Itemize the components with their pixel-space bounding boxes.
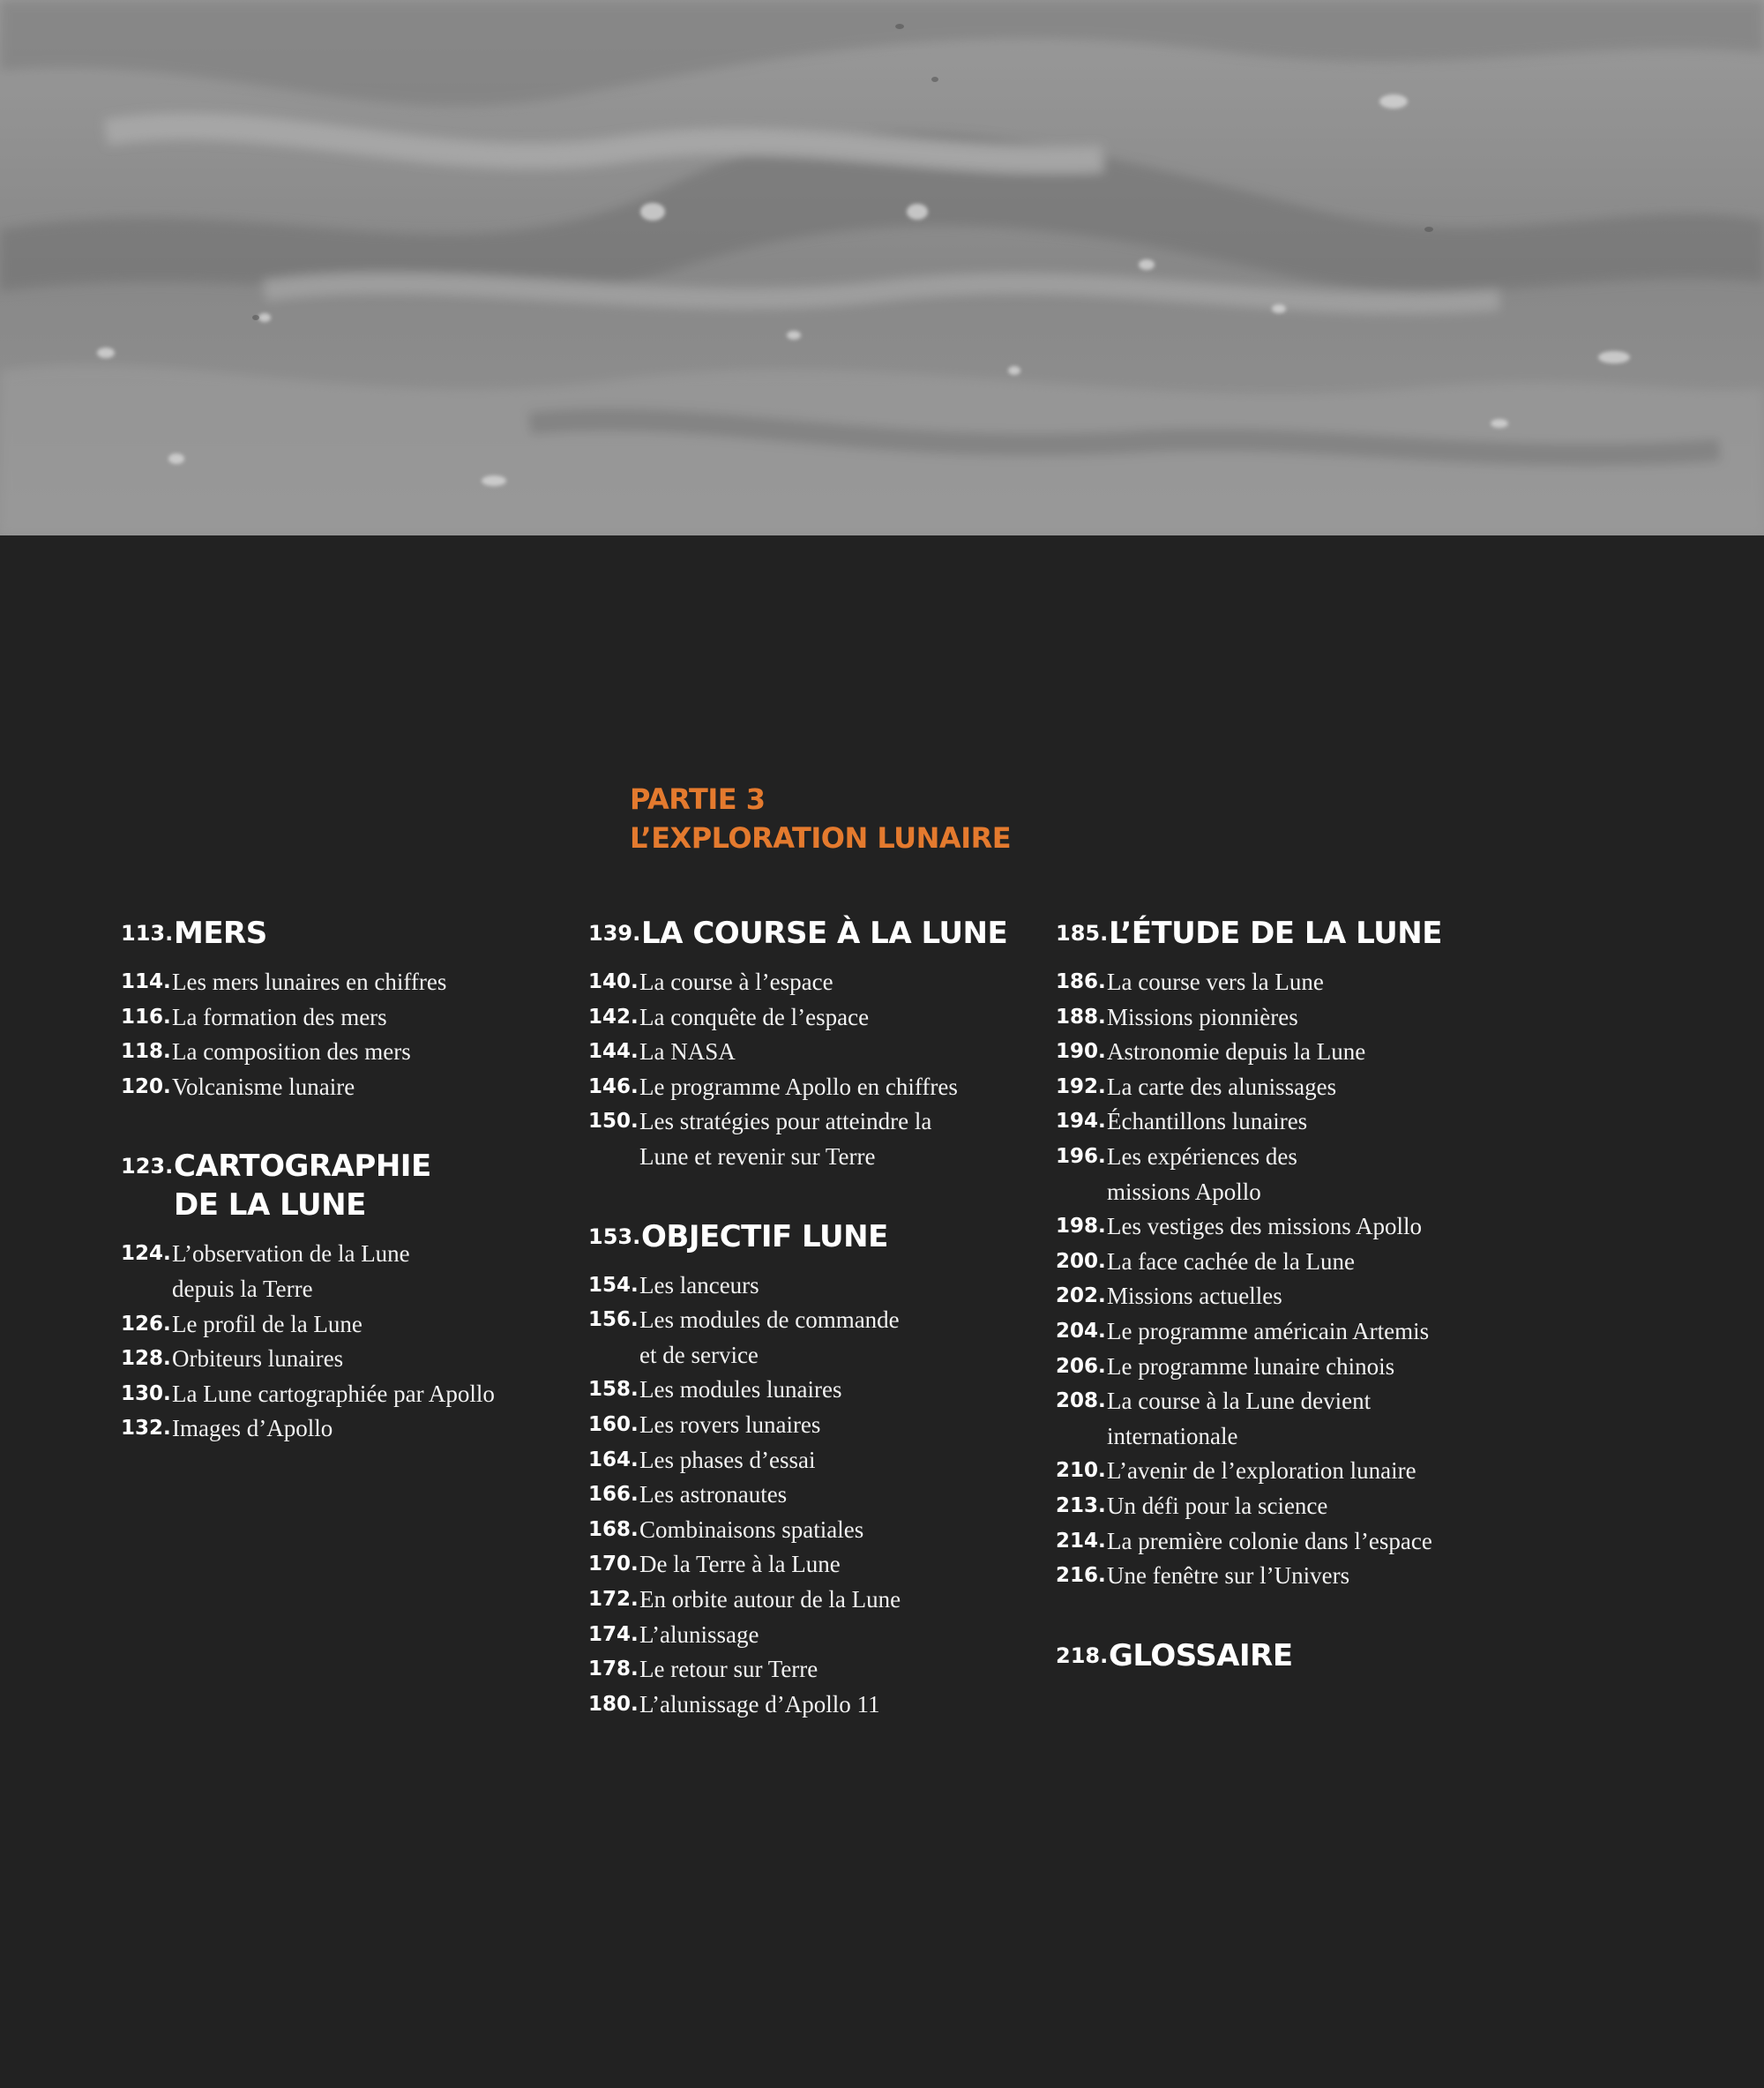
toc-entry[interactable]	[588, 1000, 1007, 1036]
toc-section	[121, 1147, 495, 1447]
entry-title	[639, 1652, 818, 1688]
entry-page-number: 124.	[121, 1242, 171, 1266]
toc-entry-list	[1056, 965, 1442, 1594]
entry-page-number: 160.	[588, 1412, 639, 1436]
toc-entry[interactable]	[588, 1070, 1007, 1105]
entry-title	[639, 1583, 901, 1618]
entry-page-number: 194.	[1056, 1110, 1106, 1134]
entry-title	[172, 1377, 495, 1412]
entry-page-number: 200.	[1056, 1249, 1106, 1273]
entry-title	[639, 1373, 841, 1408]
section-page-number: 153.	[588, 1224, 641, 1249]
entry-page-number: 188.	[1056, 1005, 1106, 1029]
toc-entry[interactable]	[1056, 1245, 1442, 1280]
toc-entry[interactable]	[1056, 1140, 1442, 1209]
toc-entry[interactable]	[588, 1269, 1007, 1304]
entry-title-line: La course à l’espace	[639, 969, 833, 995]
entry-title	[1107, 1524, 1432, 1560]
entry-title	[1107, 1245, 1355, 1280]
entry-title-line: Astronomie depuis la Lune	[1107, 1038, 1366, 1066]
entry-title	[1107, 1000, 1298, 1036]
toc-entry[interactable]	[588, 1513, 1007, 1548]
entry-page-number: 206.	[1056, 1354, 1106, 1378]
entry-page-number: 158.	[588, 1378, 639, 1402]
entry-page-number: 150.	[588, 1110, 639, 1134]
toc-entry[interactable]	[588, 1104, 1007, 1174]
entry-title	[172, 1035, 411, 1070]
toc-entry[interactable]	[588, 1373, 1007, 1408]
entry-title-line: Échantillons lunaires	[1107, 1108, 1308, 1135]
entry-page-number: 192.	[1056, 1074, 1106, 1098]
toc-entry-list	[121, 965, 495, 1104]
entry-page-number: 126.	[121, 1312, 171, 1336]
entry-title-line: Les modules lunaires	[639, 1376, 842, 1403]
entry-page-number: 196.	[1056, 1144, 1106, 1168]
entry-title-line: internationale	[1107, 1422, 1238, 1449]
toc-column-3	[1056, 914, 1442, 1688]
entry-title-line: Les mers lunaires en chiffres	[172, 969, 447, 995]
entry-title-line: Images d’Apollo	[172, 1415, 333, 1442]
entry-page-number: 130.	[121, 1381, 171, 1405]
entry-title	[639, 1618, 759, 1653]
entry-title	[1107, 965, 1324, 1000]
entry-title	[1107, 1559, 1349, 1594]
entry-page-number: 213.	[1056, 1493, 1106, 1517]
entry-title	[172, 1411, 333, 1447]
toc-entry-list	[588, 1269, 1007, 1723]
entry-title-line: La carte des alunissages	[1107, 1073, 1337, 1100]
entry-title-line: Combinaisons spatiales	[639, 1515, 864, 1543]
entry-page-number: 216.	[1056, 1564, 1106, 1588]
entry-title	[639, 1070, 958, 1105]
toc-entry[interactable]	[588, 1652, 1007, 1688]
entry-title	[1107, 1140, 1297, 1209]
toc-entry-list	[588, 965, 1007, 1175]
entry-title-line: La composition des mers	[172, 1038, 411, 1066]
toc-entry[interactable]	[1056, 1279, 1442, 1314]
entry-page-number: 132.	[121, 1417, 171, 1441]
section-title-line: LA COURSE À LA LUNE	[641, 916, 1008, 951]
entry-title-line: La NASA	[639, 1038, 736, 1066]
section-title-line: MERS	[174, 916, 267, 951]
entry-title-line: La conquête de l’espace	[639, 1003, 870, 1030]
entry-page-number: 186.	[1056, 970, 1106, 993]
section-page-number: 113.	[121, 921, 174, 946]
toc-column-1	[121, 914, 495, 1447]
section-title	[1109, 1636, 1293, 1675]
entry-title-line: Les astronautes	[639, 1481, 788, 1508]
entry-title	[639, 1269, 759, 1304]
entry-title-line: Volcanisme lunaire	[172, 1073, 355, 1100]
toc-entry[interactable]	[1056, 1209, 1442, 1245]
entry-page-number: 142.	[588, 1005, 639, 1029]
section-title-line: CARTOGRAPHIE	[174, 1149, 431, 1185]
entry-page-number: 172.	[588, 1587, 639, 1611]
section-gap	[588, 1175, 1007, 1217]
toc-entry[interactable]	[588, 1688, 1007, 1723]
toc-entry[interactable]	[1056, 1035, 1442, 1070]
section-heading[interactable]	[121, 1147, 495, 1224]
entry-title	[1107, 1279, 1282, 1314]
entry-title	[639, 1478, 787, 1513]
toc-entry[interactable]	[588, 1478, 1007, 1513]
entry-title	[639, 1688, 879, 1723]
entry-title	[639, 1303, 900, 1373]
entry-page-number: 146.	[588, 1074, 639, 1098]
section-gap	[121, 1104, 495, 1147]
toc-entry[interactable]	[121, 965, 495, 1000]
entry-title-line: Missions actuelles	[1107, 1283, 1282, 1310]
entry-title-line: missions Apollo	[1107, 1178, 1261, 1205]
entry-title-line: L’avenir de l’exploration lunaire	[1107, 1457, 1416, 1485]
entry-title-line: La formation des mers	[172, 1003, 387, 1030]
entry-title	[639, 1513, 863, 1548]
entry-title-line: La course à la Lune devient	[1107, 1388, 1372, 1415]
entry-title-line: La première colonie dans l’espace	[1107, 1527, 1432, 1554]
lunar-surface-photo	[0, 0, 1764, 535]
entry-page-number: 214.	[1056, 1529, 1106, 1553]
entry-page-number: 116.	[121, 1005, 171, 1029]
entry-page-number: 190.	[1056, 1040, 1106, 1064]
toc-entry[interactable]	[121, 1035, 495, 1070]
entry-title	[1107, 1209, 1422, 1245]
toc-entry[interactable]	[588, 1408, 1007, 1443]
entry-page-number: 118.	[121, 1040, 171, 1064]
part-heading	[630, 780, 1011, 857]
section-heading[interactable]	[588, 914, 1007, 953]
entry-title-line: L’observation de la Lune	[172, 1240, 410, 1268]
toc-section	[121, 914, 495, 1104]
entry-title	[172, 965, 446, 1000]
section-title-line: DE LA LUNE	[174, 1187, 366, 1224]
toc-entry[interactable]	[588, 1443, 1007, 1478]
entry-title	[639, 1408, 820, 1443]
toc-entry[interactable]	[588, 965, 1007, 1000]
entry-title	[1107, 1035, 1365, 1070]
entry-page-number: 202.	[1056, 1284, 1106, 1308]
toc-entry[interactable]	[1056, 1524, 1442, 1560]
part-number: PARTIE 3	[630, 782, 766, 816]
toc-entry[interactable]	[121, 1000, 495, 1036]
entry-title-line: En orbite autour de la Lune	[639, 1585, 901, 1613]
toc-entry[interactable]	[121, 1411, 495, 1447]
entry-title-line: Les phases d’essai	[639, 1446, 816, 1473]
section-title	[641, 1217, 888, 1256]
toc-entry[interactable]	[1056, 1000, 1442, 1036]
entry-title-line: Les modules de commande	[639, 1306, 900, 1334]
section-gap	[1056, 1594, 1442, 1636]
entry-title-line: depuis la Terre	[172, 1275, 313, 1302]
section-title	[174, 1147, 431, 1224]
entry-title	[639, 1443, 815, 1478]
entry-page-number: 180.	[588, 1692, 639, 1716]
section-title-line: L’ÉTUDE DE LA LUNE	[1109, 916, 1442, 951]
entry-title-line: Le retour sur Terre	[639, 1656, 818, 1683]
entry-title-line: Le programme Apollo en chiffres	[639, 1073, 958, 1100]
entry-title-line: Lune et revenir sur Terre	[639, 1142, 876, 1170]
toc-entry[interactable]	[588, 1035, 1007, 1070]
toc-entry[interactable]	[588, 1618, 1007, 1653]
entry-title-line: Orbiteurs lunaires	[172, 1345, 344, 1373]
entry-title-line: L’alunissage	[639, 1620, 759, 1648]
entry-page-number: 198.	[1056, 1215, 1106, 1239]
entry-title	[639, 1035, 736, 1070]
entry-title	[1107, 1314, 1429, 1350]
entry-title	[639, 1000, 869, 1036]
entry-title-line: Le programme américain Artemis	[1107, 1317, 1430, 1344]
section-heading[interactable]	[588, 1217, 1007, 1256]
entry-title-line: La course vers la Lune	[1107, 969, 1324, 995]
section-page-number: 218.	[1056, 1643, 1109, 1668]
entry-title	[172, 1000, 387, 1036]
entry-page-number: 140.	[588, 970, 639, 993]
entry-title	[172, 1342, 343, 1377]
toc-entry[interactable]	[1056, 965, 1442, 1000]
toc-section	[588, 1217, 1007, 1723]
toc-section	[588, 914, 1007, 1175]
toc-section	[1056, 1636, 1442, 1675]
section-title	[1109, 914, 1442, 953]
toc-entry-list	[121, 1237, 495, 1447]
part-title: L’EXPLORATION LUNAIRE	[630, 821, 1012, 855]
toc-entry[interactable]	[1056, 1454, 1442, 1489]
section-page-number: 185.	[1056, 921, 1109, 946]
entry-title	[1107, 1454, 1416, 1489]
entry-page-number: 210.	[1056, 1459, 1106, 1483]
entry-page-number: 128.	[121, 1347, 171, 1371]
section-heading[interactable]	[121, 914, 495, 953]
section-page-number: 123.	[121, 1154, 174, 1179]
toc-entry[interactable]	[588, 1303, 1007, 1373]
entry-page-number: 174.	[588, 1622, 639, 1646]
entry-title	[172, 1307, 363, 1343]
entry-page-number: 168.	[588, 1517, 639, 1541]
entry-title	[639, 1104, 931, 1174]
toc-entry[interactable]	[1056, 1104, 1442, 1140]
toc-entry[interactable]	[1056, 1070, 1442, 1105]
toc-entry[interactable]	[1056, 1384, 1442, 1454]
section-heading[interactable]	[1056, 914, 1442, 953]
toc-entry[interactable]	[1056, 1489, 1442, 1524]
entry-title	[639, 1547, 841, 1583]
entry-page-number: 154.	[588, 1273, 639, 1297]
entry-title-line: Un défi pour la science	[1107, 1492, 1328, 1519]
entry-title	[172, 1237, 410, 1306]
entry-title-line: L’alunissage d’Apollo 11	[639, 1690, 880, 1718]
entry-page-number: 114.	[121, 970, 171, 993]
entry-title-line: Les expériences des	[1107, 1142, 1297, 1170]
section-page-number: 139.	[588, 921, 641, 946]
toc-entry[interactable]	[1056, 1350, 1442, 1385]
section-title-line: OBJECTIF LUNE	[641, 1218, 888, 1254]
entry-title-line: Les rovers lunaires	[639, 1411, 821, 1438]
entry-title-line: Missions pionnières	[1107, 1003, 1298, 1030]
entry-title-line: Une fenêtre sur l’Univers	[1107, 1562, 1350, 1590]
entry-title-line: Le profil de la Lune	[172, 1310, 363, 1337]
section-title-line: GLOSSAIRE	[1109, 1637, 1293, 1673]
entry-title	[1107, 1384, 1371, 1454]
toc-entry[interactable]	[1056, 1314, 1442, 1350]
toc-entry[interactable]	[121, 1377, 495, 1412]
entry-title-line: La face cachée de la Lune	[1107, 1247, 1356, 1275]
entry-title	[1107, 1489, 1327, 1524]
entry-page-number: 164.	[588, 1448, 639, 1471]
section-title	[174, 914, 267, 953]
entry-title	[172, 1070, 355, 1105]
entry-title-line: Les lanceurs	[639, 1271, 759, 1298]
entry-page-number: 204.	[1056, 1319, 1106, 1343]
toc-entry[interactable]	[121, 1342, 495, 1377]
toc-entry[interactable]	[588, 1583, 1007, 1618]
section-heading[interactable]	[1056, 1636, 1442, 1675]
entry-title-line: La Lune cartographiée par Apollo	[172, 1380, 495, 1407]
entry-title-line: Les vestiges des missions Apollo	[1107, 1213, 1422, 1240]
section-title	[641, 914, 1007, 953]
entry-title-line: et de service	[639, 1341, 759, 1368]
entry-title	[639, 965, 833, 1000]
toc-entry[interactable]	[121, 1237, 495, 1306]
entry-title	[1107, 1070, 1336, 1105]
entry-page-number: 166.	[588, 1483, 639, 1507]
toc-column-2	[588, 914, 1007, 1722]
entry-title	[1107, 1104, 1307, 1140]
entry-page-number: 178.	[588, 1658, 639, 1681]
entry-page-number: 156.	[588, 1308, 639, 1332]
entry-page-number: 144.	[588, 1040, 639, 1064]
toc-section	[1056, 914, 1442, 1594]
toc-entry[interactable]	[121, 1070, 495, 1105]
entry-page-number: 120.	[121, 1074, 171, 1098]
toc-entry[interactable]	[588, 1547, 1007, 1583]
entry-page-number: 170.	[588, 1553, 639, 1576]
entry-title-line: Le programme lunaire chinois	[1107, 1352, 1395, 1380]
toc-entry[interactable]	[121, 1307, 495, 1343]
entry-title	[1107, 1350, 1394, 1385]
entry-title-line: De la Terre à la Lune	[639, 1551, 841, 1578]
toc-entry[interactable]	[1056, 1559, 1442, 1594]
entry-title-line: Les stratégies pour atteindre la	[639, 1108, 932, 1135]
entry-page-number: 208.	[1056, 1389, 1106, 1413]
